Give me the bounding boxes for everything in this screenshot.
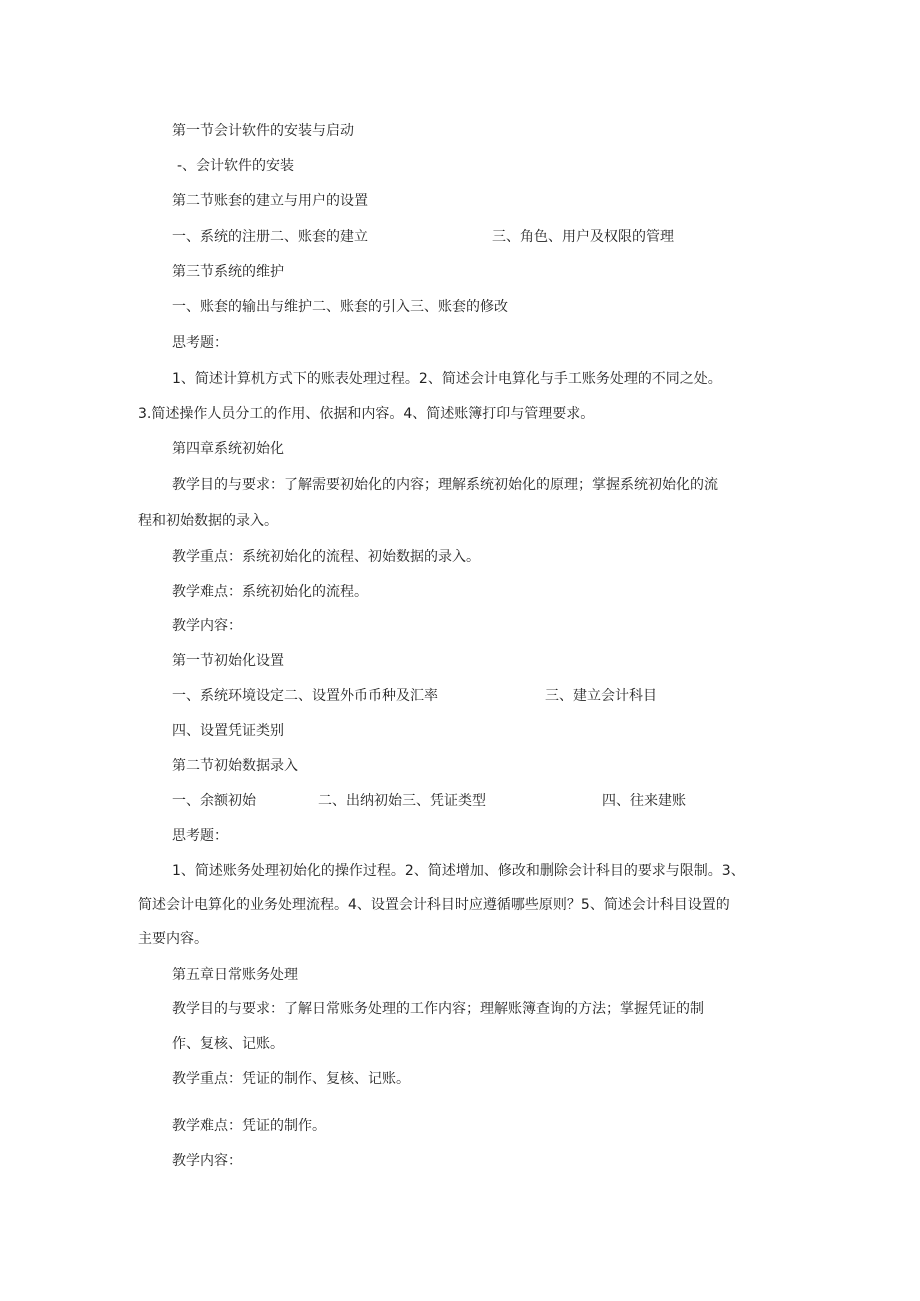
section-heading: 第一节会计软件的安装与启动 <box>172 123 354 139</box>
paragraph-line: 教学重点：凭证的制作、复核、记账。 <box>172 1071 410 1087</box>
section-heading: 第二节账套的建立与用户的设置 <box>172 193 368 209</box>
section-heading: 第二节初始数据录入 <box>172 758 298 774</box>
subsection-item: 三、建立会计科目 <box>545 688 657 704</box>
subsection-items: 一、账套的输出与维护二、账套的引入三、账套的修改 <box>172 299 508 315</box>
paragraph-line: 3.简述操作人员分工的作用、依据和内容。4、简述账簿打印与管理要求。 <box>138 406 595 422</box>
subsection-items: 一、系统环境设定二、设置外币币种及汇率 <box>172 688 438 704</box>
subsection-item: 四、往来建账 <box>602 793 686 809</box>
paragraph-line: 教学难点：系统初始化的流程。 <box>172 584 368 600</box>
paragraph-line: 教学内容： <box>172 618 242 634</box>
subsection-item: 四、设置凭证类别 <box>172 723 284 739</box>
paragraph-line: 教学重点：系统初始化的流程、初始数据的录入。 <box>172 549 480 565</box>
subsection-items: 二、出纳初始三、凭证类型 <box>318 793 486 809</box>
paragraph-line: 教学目的与要求：了解需要初始化的内容；理解系统初始化的原理；掌握系统初始化的流 <box>172 477 718 493</box>
chapter-heading: 第四章系统初始化 <box>172 441 284 457</box>
subsection-item: -、会计软件的安装 <box>177 158 295 174</box>
paragraph-line: 1、简述计算机方式下的账表处理过程。2、简述会计电算化与手工账务处理的不同之处。 <box>172 371 722 387</box>
paragraph-line: 程和初始数据的录入。 <box>138 513 278 529</box>
questions-heading: 思考题： <box>172 335 228 351</box>
subsection-items: 一、系统的注册二、账套的建立 <box>172 229 368 245</box>
paragraph-line: 教学内容： <box>172 1153 242 1169</box>
chapter-heading: 第五章日常账务处理 <box>172 967 298 983</box>
paragraph-line: 简述会计电算化的业务处理流程。4、设置会计科目时应遵循哪些原则？5、简述会计科目设置的 <box>138 897 730 913</box>
subsection-item: 三、角色、用户及权限的管理 <box>492 229 674 245</box>
section-heading: 第三节系统的维护 <box>172 264 284 280</box>
paragraph-line: 1、简述账务处理初始化的操作过程。2、简述增加、修改和删除会计科目的要求与限制。3、 <box>172 863 745 879</box>
section-heading: 第一节初始化设置 <box>172 653 284 669</box>
paragraph-line: 主要内容。 <box>138 931 208 947</box>
questions-heading: 思考题： <box>172 828 228 844</box>
subsection-item: 一、余额初始 <box>172 793 256 809</box>
paragraph-line: 教学难点：凭证的制作。 <box>172 1118 326 1134</box>
paragraph-line: 作、复核、记账。 <box>172 1036 284 1052</box>
paragraph-line: 教学目的与要求：了解日常账务处理的工作内容；理解账簿查询的方法；掌握凭证的制 <box>172 1001 704 1017</box>
